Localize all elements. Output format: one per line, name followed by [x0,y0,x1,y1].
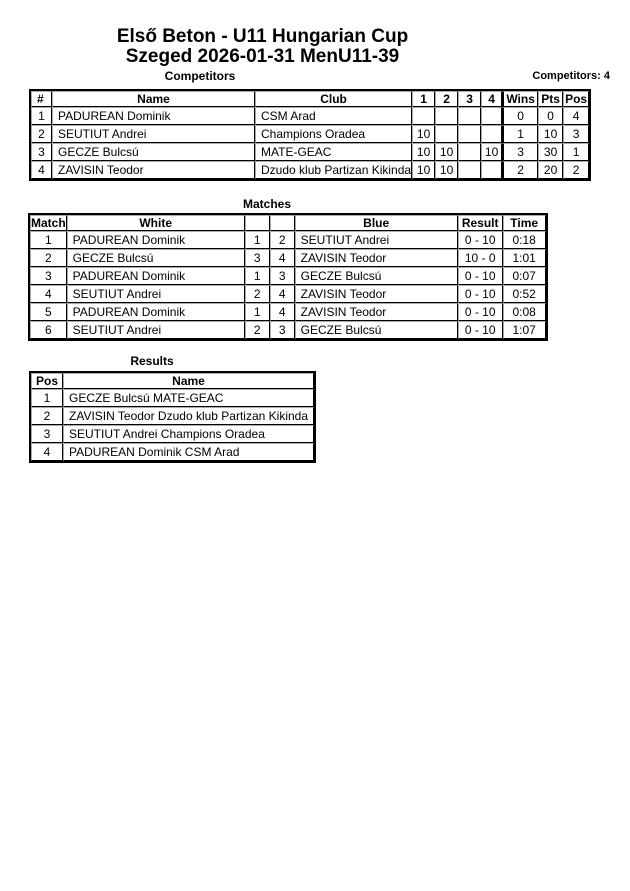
match-result: 0 - 10 [458,285,503,303]
white-number: 1 [245,267,270,285]
white-number: 2 [245,285,270,303]
blue-name: GECZE Bulcsú [295,321,458,339]
score-r3 [458,143,481,161]
score-r1: 10 [412,143,435,161]
matches-heading: Matches [242,197,292,211]
results-heading: Results [130,354,174,368]
match-result: 0 - 10 [458,321,503,339]
white-name: PADUREAN Dominik [67,303,245,321]
match-number: 3 [30,267,67,285]
col-round3: 3 [458,91,481,107]
score-r4 [481,161,502,179]
match-result: 10 - 0 [458,249,503,267]
blue-name: ZAVISIN Teodor [295,303,458,321]
result-row [31,425,314,443]
white-name: SEUTIUT Andrei [67,321,245,339]
match-result: 0 - 10 [458,267,503,285]
match-number: 5 [30,303,67,321]
competitor-name: ZAVISIN Teodor [52,161,255,179]
score-r2: 10 [435,143,458,161]
matches-header-row [30,215,546,231]
competitor-club: MATE-GEAC [255,143,412,161]
match-result: 0 - 10 [458,231,503,249]
competitor-row [31,107,589,125]
match-row [30,285,546,303]
score-r2 [435,125,458,143]
match-number: 6 [30,321,67,339]
competitors-heading: Competitors [164,69,236,83]
results-table [29,371,316,463]
matches-table [28,213,548,341]
blue-name: SEUTIUT Andrei [295,231,458,249]
result-name: ZAVISIN Teodor Dzudo klub Partizan Kikinda [63,407,314,425]
competitor-pos: 3 [563,125,589,143]
page-title-line2: Szeged 2026-01-31 MenU11-39 [125,46,400,67]
competitor-wins: 2 [502,161,538,179]
col-pos: Pos [31,373,63,389]
col-blue-number [270,215,295,231]
col-name: Name [63,373,314,389]
competitor-number: 3 [31,143,52,161]
score-r3 [458,107,481,125]
col-round2: 2 [435,91,458,107]
competitor-pts: 30 [538,143,563,161]
competitor-name: GECZE Bulcsú [52,143,255,161]
results-header-row [31,373,314,389]
competitor-number: 2 [31,125,52,143]
blue-name: ZAVISIN Teodor [295,249,458,267]
col-white-number [245,215,270,231]
match-time: 0:08 [503,303,546,321]
competitor-wins: 3 [502,143,538,161]
blue-name: ZAVISIN Teodor [295,285,458,303]
blue-number: 2 [270,231,295,249]
result-pos: 4 [31,443,63,461]
blue-number: 4 [270,249,295,267]
result-name: GECZE Bulcsú MATE-GEAC [63,389,314,407]
score-r2: 10 [435,161,458,179]
col-number: # [31,91,52,107]
match-row [30,267,546,285]
match-time: 1:07 [503,321,546,339]
result-name: PADUREAN Dominik CSM Arad [63,443,314,461]
competitor-pts: 10 [538,125,563,143]
score-r3 [458,125,481,143]
white-name: PADUREAN Dominik [67,231,245,249]
competitor-club: CSM Arad [255,107,412,125]
competitor-number: 4 [31,161,52,179]
competitor-row [31,161,589,179]
competitor-pos: 1 [563,143,589,161]
blue-number: 4 [270,285,295,303]
white-name: SEUTIUT Andrei [67,285,245,303]
competitor-row [31,125,589,143]
match-time: 1:01 [503,249,546,267]
competitor-pos: 2 [563,161,589,179]
white-number: 3 [245,249,270,267]
result-name: SEUTIUT Andrei Champions Oradea [63,425,314,443]
col-round4: 4 [481,91,502,107]
blue-number: 4 [270,303,295,321]
score-r1 [412,107,435,125]
competitor-club: Dzudo klub Partizan Kikinda [255,161,412,179]
competitor-pts: 0 [538,107,563,125]
col-result: Result [458,215,503,231]
result-pos: 3 [31,425,63,443]
score-r2 [435,107,458,125]
match-row [30,321,546,339]
col-match: Match [31,216,66,230]
match-row [30,231,546,249]
match-number: 4 [30,285,67,303]
result-pos: 2 [31,407,63,425]
col-white: White [67,215,245,231]
competitors-table [29,89,591,181]
col-club: Club [255,91,412,107]
competitor-pos: 4 [563,107,589,125]
col-blue: Blue [295,215,458,231]
col-name: Name [52,91,255,107]
score-r4 [481,107,502,125]
white-number: 2 [245,321,270,339]
match-number: 1 [30,231,67,249]
competitor-number: 1 [31,107,52,125]
blue-number: 3 [270,267,295,285]
result-row [31,389,314,407]
competitors-count: Competitors: 4 [532,70,610,82]
match-result: 0 - 10 [458,303,503,321]
col-pts: Pts [538,91,563,107]
score-r4 [481,125,502,143]
col-wins: Wins [502,91,538,107]
col-time: Time [503,215,546,231]
col-pos: Pos [565,92,588,106]
competitor-wins: 0 [502,107,538,125]
result-pos: 1 [31,389,63,407]
score-r1: 10 [412,125,435,143]
white-name: PADUREAN Dominik [67,267,245,285]
result-row [31,407,314,425]
white-number: 1 [245,303,270,321]
match-time: 0:52 [503,285,546,303]
match-time: 0:07 [503,267,546,285]
col-round1: 1 [412,91,435,107]
blue-name: GECZE Bulcsú [295,267,458,285]
match-number: 2 [30,249,67,267]
result-row [31,443,314,461]
match-row [30,303,546,321]
competitor-wins: 1 [502,125,538,143]
competitor-pts: 20 [538,161,563,179]
white-number: 1 [245,231,270,249]
white-name: GECZE Bulcsú [67,249,245,267]
competitor-name: SEUTIUT Andrei [52,125,255,143]
score-r4: 10 [481,143,502,161]
blue-number: 3 [270,321,295,339]
competitors-header-row [31,91,589,107]
competitor-row [31,143,589,161]
page-title-line1: Első Beton - U11 Hungarian Cup [116,26,409,47]
competitor-name: PADUREAN Dominik [52,107,255,125]
score-r1: 10 [412,161,435,179]
score-r3 [458,161,481,179]
match-time: 0:18 [503,231,546,249]
competitor-club: Champions Oradea [255,125,412,143]
match-row [30,249,546,267]
